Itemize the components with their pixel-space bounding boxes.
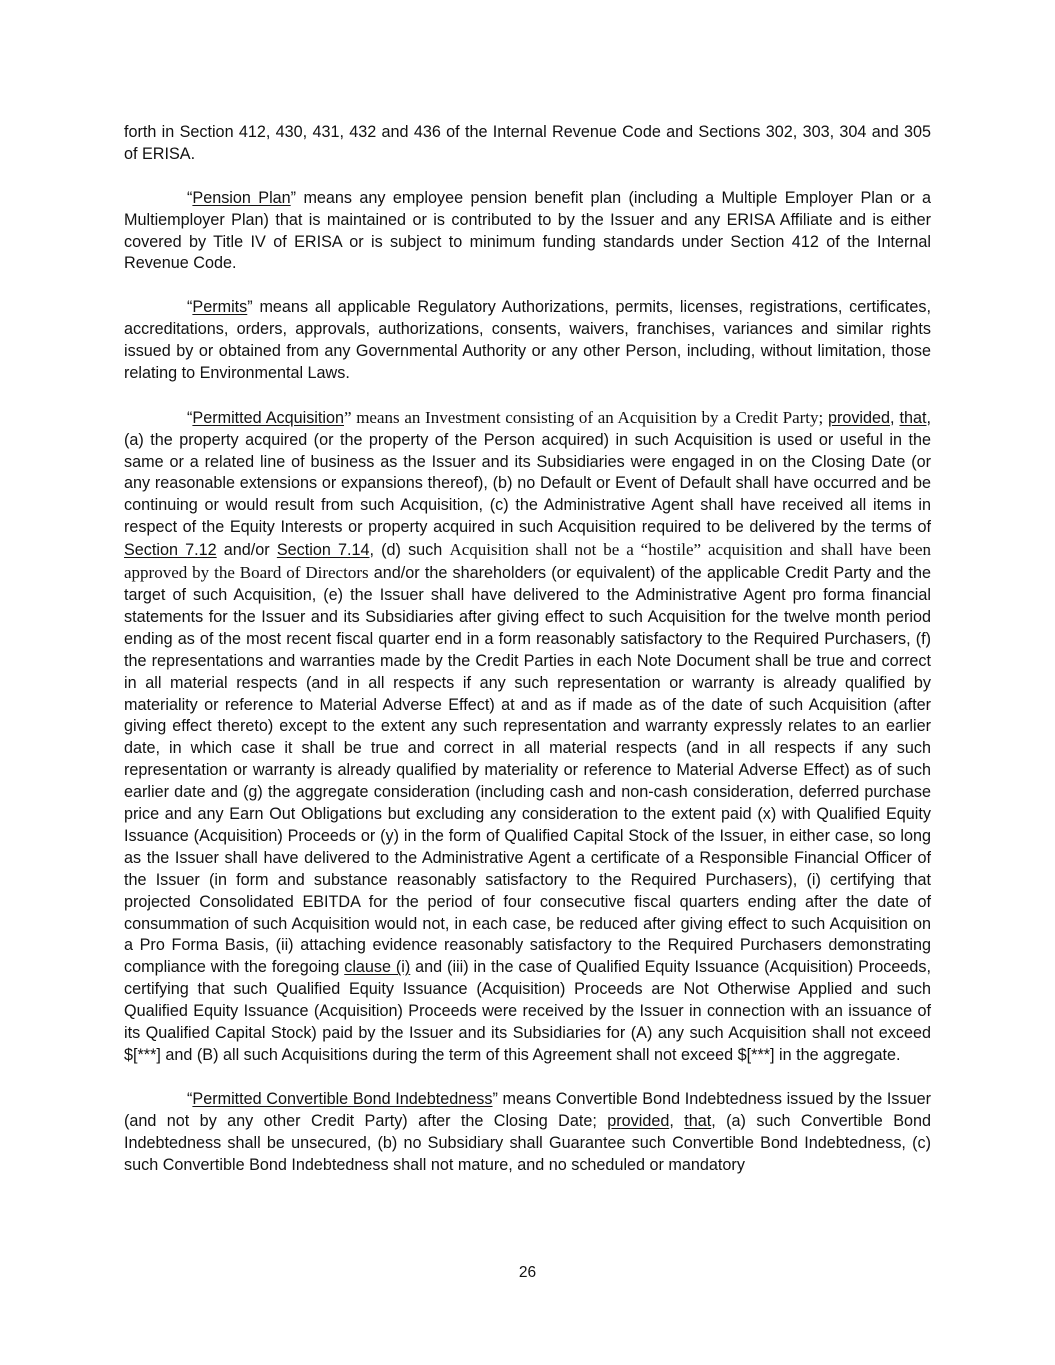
section-reference-7-14: Section 7.14 bbox=[276, 541, 370, 560]
definition-text: ” means any employee pension benefit plan (including a Multiple Employer Plan or a Multiemployer Plan) that is maintained or is contributed to by the Issuer and any ERISA Affiliate and is either covered by Title IV of ERISA or is subject to minimum funding standards under Section 412 of the Internal Revenue Code. bbox=[124, 188, 931, 273]
definition-pension-plan bbox=[124, 188, 931, 276]
open-quote: “ bbox=[187, 188, 193, 207]
defined-term-pension-plan: Pension Plan bbox=[192, 188, 291, 207]
definition-text: ” means Convertible Bond Indebtedness issued by the Issuer (and not by any other Credit Party) after the Closing Date; bbox=[124, 1089, 931, 1130]
definition-text: and (iii) in the case of Qualified Equity Issuance (Acquisition) Proceeds, certifying that such Qualified Equity Issuance (Acquisition) Proceeds are Not Otherwise Applied and such Qualified Equity Issuance (Acquisition) Proceeds were received by the Issuer in connection with an issuance of its Qualified Capital Stock) paid by the Issuer and its Subsidiaries for (A) any such Acquisition shall not exceed $[***] and (B) all such Acquisitions during the term of this Agreement shall not exceed $[***] in the aggregate. bbox=[124, 958, 931, 1065]
that-term: that bbox=[899, 408, 927, 427]
open-quote: “ bbox=[187, 1089, 193, 1108]
section-reference-7-12: Section 7.12 bbox=[124, 541, 217, 560]
definition-text-serif: Acquisition shall not be a “hostile” acquisition and shall have been approved by the Board of Directors bbox=[124, 540, 932, 583]
definition-permits bbox=[124, 297, 931, 385]
and-or-text: and/or bbox=[216, 541, 277, 560]
defined-term-permitted-acquisition: Permitted Acquisition bbox=[192, 408, 344, 427]
page-number: 26 bbox=[518, 1264, 537, 1281]
defined-term-permitted-convertible-bond-indebtedness: Permitted Convertible Bond Indebtedness bbox=[192, 1089, 493, 1108]
separator: , bbox=[890, 408, 900, 427]
paragraph-erisa-sections bbox=[124, 122, 931, 166]
definition-text: and/or the shareholders (or equivalent) of the applicable Credit Party and the target of such Acquisition, (e) the Issuer shall have delivered to the Administrative Agent pro forma financial statements for the Issuer and its Subsidiaries after giving effect to such Acquisition for the twelve month period ending as of the most recent fiscal quarter end in a form reasonably satisfactory to the Required Purchasers, (f) the representations and warranties made by the Credit Parties in each Note Document shall be true and correct in all material respects (and in all respects if any such representation or warranty is already qualified by materiality or reference to Material Adverse Effect) at and as if made as of the date of such Acquisition (after giving effect thereto) except to the extent any such representation and warranty expressly relates to an earlier date, in which case it shall be true and correct in all material respects (and in all respects if any such representation or warranty is already qualified by materiality or reference to Material Adverse Effect) as of such earlier date and (g) the aggregate consideration (including cash and non-cash consideration, deferred purchase price and any Earn Out Obligations but excluding any consideration to the extent paid (x) with Qualified Equity Issuance (Acquisition) Proceeds or (y) in the form of Qualified Capital Stock of the Issuer, in either case, so long as the Issuer shall have delivered to the Administrative Agent a certificate of a Responsible Financial Officer of the Issuer (in form and substance reasonably satisfactory to the Required Purchasers), (i) certifying that projected Consolidated EBITDA for the period of four consecutive fiscal quarters ending after the date of consummation of such Acquisition would not, in each case, be reduced after giving effect to such Acquisition on a Pro Forma Basis, (ii) attaching evidence reasonably satisfactory to the Required Purchasers demonstrating compliance with the foregoing bbox=[124, 564, 931, 977]
document-page bbox=[124, 122, 931, 1198]
provided-term: provided bbox=[827, 408, 891, 427]
that-term: that bbox=[684, 1111, 712, 1130]
definition-text: , (a) such Convertible Bond Indebtedness shall be unsecured, (b) no Subsidiary shall Guarantee such Convertible Bond Indebtedness, (c) such Convertible Bond Indebtedness shall not mature, and no scheduled or mandatory bbox=[124, 1111, 931, 1174]
definition-text: ” means all applicable Regulatory Authorizations, permits, licenses, registrations, certificates, accreditations, orders, approvals, authorizations, consents, waivers, franchises, variances and similar rights issued by or obtained from any Governmental Authority or any other Person, including, without limitation, those relating to Environmental Laws. bbox=[124, 298, 931, 382]
definition-permitted-convertible-bond-indebtedness bbox=[124, 1089, 931, 1177]
clause-reference: clause (i) bbox=[344, 958, 411, 977]
open-quote: “ bbox=[187, 408, 193, 427]
defined-term-permits: Permits bbox=[192, 298, 248, 317]
definition-text: , (a) the property acquired (or the property of the Person acquired) in such Acquisition is used or useful in the same or a related line of business as the Issuer and its Subsidiaries were engaged in on the Closing Date (or any reasonable extensions or expansions thereof), (b) no Default or Event of Default shall have occurred and be continuing or would result from such Acquisition, (c) the Administrative Agent shall have received all items in respect of the Equity Interests or property acquired in such Acquisition required to be delivered by the terms of bbox=[124, 408, 931, 537]
separator: , bbox=[669, 1111, 685, 1130]
provided-term: provided bbox=[607, 1111, 670, 1130]
definition-text-serif: ” means an Investment consisting of an Acquisition by a Credit Party; bbox=[343, 407, 828, 427]
open-quote: “ bbox=[187, 298, 193, 317]
definition-text: , (d) such bbox=[369, 541, 450, 560]
paragraph-text: forth in Section 412, 430, 431, 432 and 436 of the Internal Revenue Code and Sections 302, 303, 304 and 305 of ERISA. bbox=[124, 123, 931, 163]
definition-permitted-acquisition bbox=[124, 407, 931, 1067]
